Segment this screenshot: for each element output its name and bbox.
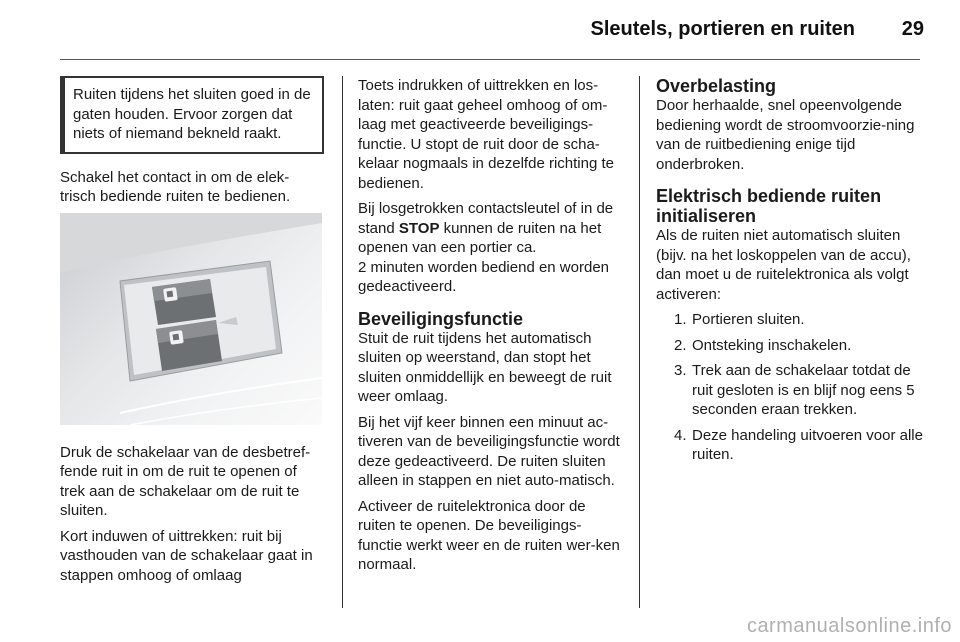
reactivation-paragraph: Activeer de ruitelektronica door de ruiten te openen. De beveiligings-functie werkt weer en de ruiten wer-ken normaal.: [358, 497, 620, 573]
initialise-heading: Elektrisch bediende ruiten initialiseren: [656, 186, 882, 226]
page-header-title: Sleutels, portieren en ruiten: [590, 18, 855, 40]
key-off-paragraph: [358, 199, 622, 297]
auto-function-paragraph: Toets indrukken of uittrekken en los-laten: ruit gaat geheel omhoog of om-laag met geactiveerde beveiligings-functie. U stopt de ruit door de scha-kelaar nogmaals in dezelfde richting te bedienen.: [358, 77, 614, 192]
safety-function-heading: Beveiligingsfunctie: [358, 308, 524, 329]
intro-paragraph: Schakel het contact in om de elek-trisch bediende ruiten te bedienen.: [60, 168, 291, 205]
overload-paragraph: Door herhaalde, snel opeenvolgende bediening wordt de stroomvoorzie-ning van de ruitbediening enige tijd onderbroken.: [656, 97, 915, 173]
initialise-paragraph: Als de ruiten niet automatisch sluiten (bijv. na het loskoppelen van de accu), dan moet u de ruitelektronica als volgt activeren:: [656, 227, 911, 303]
window-switch-illustration: [60, 213, 322, 425]
warning-text: Ruiten tijdens het sluiten goed in de gaten houden. Ervoor zorgen dat niets of niemand bekneld raakt.: [73, 86, 311, 142]
column-2: [358, 76, 622, 581]
press-paragraph: Druk de schakelaar van de desbetref-fende ruit in om de ruit te openen of trek aan de schakelaar om de ruit te sluiten.: [60, 443, 311, 519]
safety-deactivation-paragraph: Bij het vijf keer binnen een minuut ac-tiveren van de beveiligingsfunctie wordt deze gedeactiveerd. De ruiten sluiten alleen in stappen en niet auto-matisch.: [358, 413, 620, 489]
front-window-switch: [152, 279, 216, 325]
short-press-paragraph: Kort induwen of uittrekken: ruit bij vasthouden van de schakelaar gaat in stappen omhoog of omlaag: [60, 527, 313, 584]
key-off-text-before: Bij losgetrokken contactsleutel of in de stand: [358, 200, 614, 237]
column-divider: [639, 76, 640, 608]
overload-heading: Overbelasting: [656, 76, 777, 96]
column-1: [60, 76, 324, 591]
header-rule: [60, 59, 920, 60]
step-item: 2. Ontsteking inschakelen.: [674, 336, 852, 354]
step-item: 1. Portieren sluiten.: [674, 311, 805, 328]
initialise-steps: [656, 310, 926, 465]
stop-keyword: STOP: [398, 219, 440, 237]
watermark: carmanualsonline.info: [746, 615, 952, 637]
column-3: [656, 76, 926, 471]
step-item: 4. Deze handeling uitvoeren voor alle ruiten.: [674, 426, 923, 463]
warning-box: [60, 76, 324, 154]
page-number: 29: [901, 18, 924, 40]
step-item: 3. Trek aan de schakelaar totdat de ruit gesloten is en blijf nog eens 5 seconden eraan trekken.: [674, 362, 915, 418]
key-off-text-after: kunnen de ruiten na het openen van een portier ca.: [358, 219, 602, 256]
safety-function-paragraph: Stuit de ruit tijdens het automatisch sluiten op weerstand, dan stopt het sluiten onmiddellijk en beweegt de ruit weer omlaag.: [358, 329, 612, 405]
column-divider: [342, 76, 343, 608]
window-switch-photo: [60, 213, 322, 425]
key-off-text-line2: 2 minuten worden bediend en worden gedeactiveerd.: [358, 258, 610, 295]
